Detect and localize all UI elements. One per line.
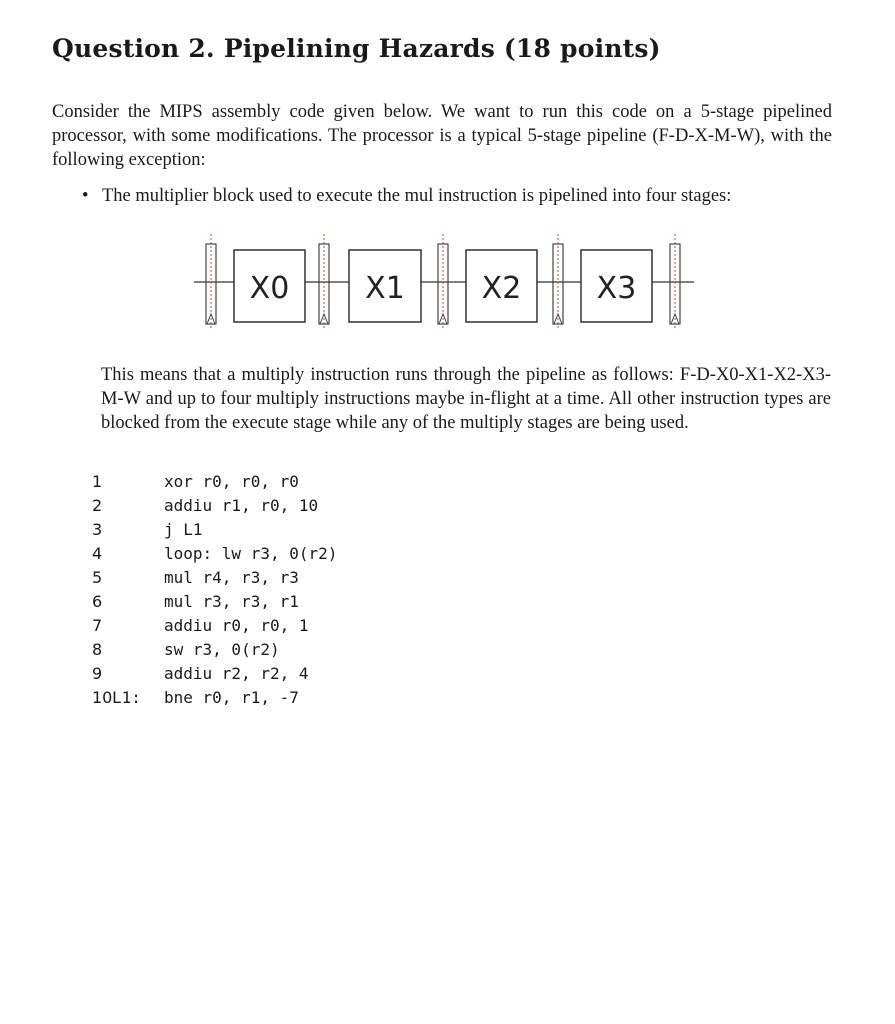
code-text: loop: lw r3, 0(r2) [164, 544, 338, 563]
code-text: sw r3, 0(r2) [164, 640, 280, 659]
code-label: L1: [112, 688, 141, 707]
code-text: j L1 [164, 520, 203, 539]
code-text: addiu r0, r0, 1 [164, 616, 309, 635]
line-number: 3 [92, 520, 103, 539]
stage-x0 [234, 250, 305, 322]
code-line [92, 590, 337, 614]
line-number: 5 [92, 568, 103, 587]
stage-x2-label: X2 [481, 271, 522, 306]
intro-paragraph: Consider the MIPS assembly code given below. We want to run this code on a 5-stage pipelined processor, with some modifications. The processor is a typical 5-stage pipeline (F-D-X-M-W), with the following exception: [52, 102, 832, 170]
code-text: bne r0, r1, -7 [164, 688, 299, 707]
code-text: addiu r2, r2, 4 [164, 664, 309, 683]
code-line [92, 614, 337, 638]
code-text: xor r0, r0, r0 [164, 472, 299, 491]
line-number: 4 [92, 544, 103, 563]
question-title: Question 2. Pipelining Hazards (18 points) [52, 34, 661, 63]
stage-x1 [349, 250, 421, 322]
explanation-paragraph: This means that a multiply instruction runs through the pipeline as follows: F-D-X0-X1-X2-X3-M-W and up to four multiply instructions maybe in-flight at a time. All other instruction types are blocked from the execute stage while any of the multiply stages are being used. [101, 365, 831, 433]
stage-x3 [581, 250, 652, 322]
stage-x1-label: X1 [365, 271, 405, 306]
code-line [92, 494, 337, 518]
bullet-item [82, 184, 842, 208]
code-text: addiu r1, r0, 10 [164, 496, 319, 515]
line-number: 1 [92, 472, 103, 491]
bullet-text: The multiplier block used to execute the mul instruction is pipelined into four stages: [102, 186, 732, 206]
stage-x3-label: X3 [596, 271, 637, 306]
code-line [92, 662, 337, 686]
code-line [92, 470, 337, 494]
line-number: 7 [92, 616, 103, 635]
code-line [92, 686, 337, 710]
line-number: 10 [92, 688, 113, 707]
bullet-dot-icon: • [82, 186, 89, 206]
code-line [92, 638, 337, 662]
multiplier-pipeline-diagram [190, 232, 700, 332]
code-line [92, 542, 337, 566]
code-line [92, 518, 337, 542]
line-number: 9 [92, 664, 103, 683]
line-number: 8 [92, 640, 103, 659]
line-number: 6 [92, 592, 103, 611]
code-text: mul r3, r3, r1 [164, 592, 299, 611]
line-number: 2 [92, 496, 103, 515]
code-line [92, 566, 337, 590]
stage-x2 [466, 250, 537, 322]
code-listing [92, 470, 337, 710]
code-text: mul r4, r3, r3 [164, 568, 299, 587]
stage-x0-label: X0 [249, 271, 290, 306]
